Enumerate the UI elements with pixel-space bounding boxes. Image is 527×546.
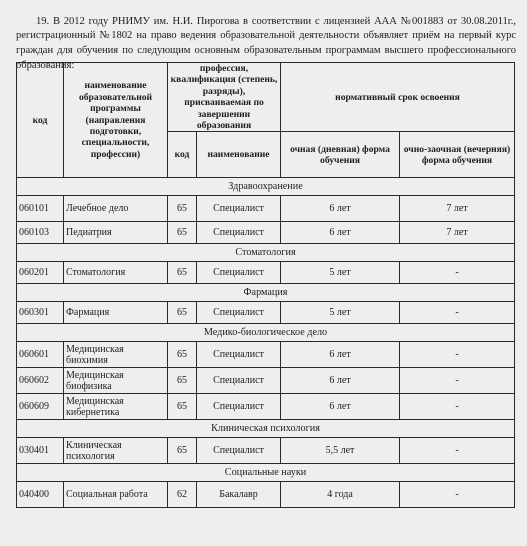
evening-term: - xyxy=(400,262,515,284)
header-code: код xyxy=(17,63,64,178)
qualification-code: 65 xyxy=(168,342,197,368)
intro-paragraph: 19. В 2012 году РНИМУ им. Н.И. Пирогова в соответствии с лицензией ААА №001883 от 30.08.2011г., регистрационный №1802 на право ведения образовательной деятельности объявляет приём на первый курс граждан для обучения по следующим основным образовательным программам высшего профессионального образования: xyxy=(16,15,516,71)
full-time-term: 5,5 лет xyxy=(281,438,400,464)
evening-term: 7 лет xyxy=(400,196,515,222)
header-profession: профессия, квалификация (степень, разряды), присваиваемая по завершении образования xyxy=(168,63,281,132)
evening-term: - xyxy=(400,342,515,368)
section-row xyxy=(17,420,515,438)
full-time-term: 5 лет xyxy=(281,302,400,324)
program-code: 060609 xyxy=(17,394,64,420)
program-code: 060201 xyxy=(17,262,64,284)
table-row xyxy=(17,196,515,222)
section-title: Клиническая психология xyxy=(17,420,515,438)
qualification-code: 65 xyxy=(168,302,197,324)
section-title: Стоматология xyxy=(17,244,515,262)
full-time-term: 4 года xyxy=(281,482,400,508)
qualification-name: Специалист xyxy=(197,438,281,464)
section-title: Медико-биологическое дело xyxy=(17,324,515,342)
qualification-code: 62 xyxy=(168,482,197,508)
program-code: 060601 xyxy=(17,342,64,368)
program-code: 040400 xyxy=(17,482,64,508)
table-header xyxy=(17,63,515,178)
evening-term: - xyxy=(400,438,515,464)
table-row xyxy=(17,302,515,324)
qualification-name: Специалист xyxy=(197,196,281,222)
qualification-code: 65 xyxy=(168,196,197,222)
program-code: 030401 xyxy=(17,438,64,464)
program-name: Клиническая психология xyxy=(64,438,168,464)
table-row xyxy=(17,438,515,464)
qualification-name: Бакалавр xyxy=(197,482,281,508)
program-code: 060103 xyxy=(17,222,64,244)
program-name: Стоматология xyxy=(64,262,168,284)
section-row xyxy=(17,178,515,196)
full-time-term: 6 лет xyxy=(281,394,400,420)
program-name: Медицинская биофизика xyxy=(64,368,168,394)
header-qual-code: код xyxy=(168,132,197,178)
table-body xyxy=(17,178,515,508)
table-row xyxy=(17,368,515,394)
section-title: Социальные науки xyxy=(17,464,515,482)
full-time-term: 6 лет xyxy=(281,368,400,394)
qualification-code: 65 xyxy=(168,368,197,394)
header-full-time: очная (дневная) форма обучения xyxy=(281,132,400,178)
qualification-name: Специалист xyxy=(197,222,281,244)
header-program: наименование образовательной программы (направления подготовки, специальности, профессии) xyxy=(64,63,168,178)
table-row xyxy=(17,394,515,420)
table-row xyxy=(17,222,515,244)
program-name: Лечебное дело xyxy=(64,196,168,222)
qualification-code: 65 xyxy=(168,262,197,284)
section-title: Здравоохранение xyxy=(17,178,515,196)
program-name: Педиатрия xyxy=(64,222,168,244)
qualification-name: Специалист xyxy=(197,302,281,324)
full-time-term: 6 лет xyxy=(281,196,400,222)
programs-table xyxy=(16,62,515,508)
full-time-term: 6 лет xyxy=(281,342,400,368)
qualification-code: 65 xyxy=(168,438,197,464)
header-evening: очно-заочная (вечерняя) форма обучения xyxy=(400,132,515,178)
qualification-name: Специалист xyxy=(197,394,281,420)
qualification-name: Специалист xyxy=(197,262,281,284)
qualification-name: Специалист xyxy=(197,368,281,394)
section-row xyxy=(17,464,515,482)
program-name: Социальная работа xyxy=(64,482,168,508)
full-time-term: 6 лет xyxy=(281,222,400,244)
evening-term: 7 лет xyxy=(400,222,515,244)
header-qual-name: наименование xyxy=(197,132,281,178)
qualification-name: Специалист xyxy=(197,342,281,368)
section-title: Фармация xyxy=(17,284,515,302)
program-name: Медицинская биохимия xyxy=(64,342,168,368)
evening-term: - xyxy=(400,302,515,324)
program-name: Фармация xyxy=(64,302,168,324)
program-name: Медицинская кибернетика xyxy=(64,394,168,420)
qualification-code: 65 xyxy=(168,394,197,420)
section-row xyxy=(17,284,515,302)
table-row xyxy=(17,262,515,284)
full-time-term: 5 лет xyxy=(281,262,400,284)
qualification-code: 65 xyxy=(168,222,197,244)
section-row xyxy=(17,324,515,342)
section-row xyxy=(17,244,515,262)
table-row xyxy=(17,482,515,508)
evening-term: - xyxy=(400,394,515,420)
table-row xyxy=(17,342,515,368)
evening-term: - xyxy=(400,368,515,394)
program-code: 060602 xyxy=(17,368,64,394)
header-term: нормативный срок освоения xyxy=(281,63,515,132)
program-code: 060301 xyxy=(17,302,64,324)
evening-term: - xyxy=(400,482,515,508)
program-code: 060101 xyxy=(17,196,64,222)
